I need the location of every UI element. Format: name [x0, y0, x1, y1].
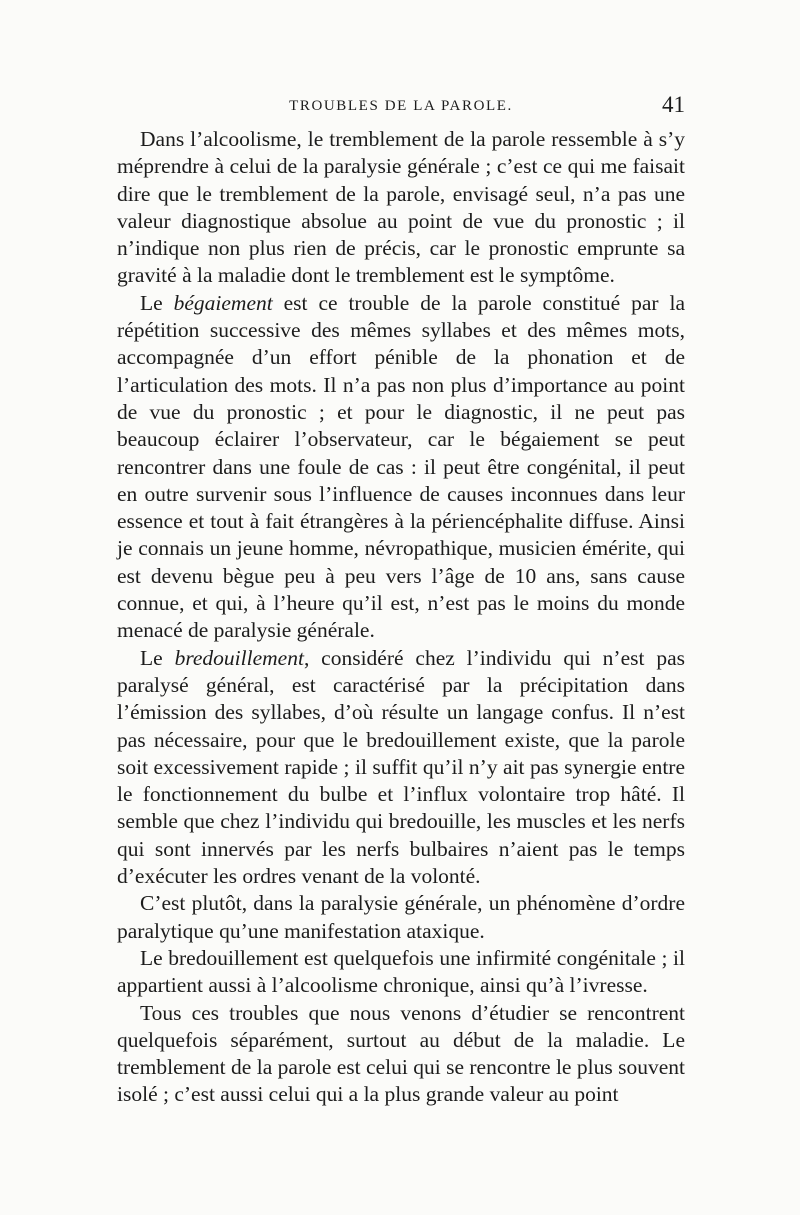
paragraph-text: Tous ces troubles que nous venons d’étudier se rencontrent quelquefois séparément, surtout au début de la maladie. Le tremblement de la parole est celui qui se rencontre le plus souvent isolé ; c’est aussi celui qui a la plus grande valeur au point — [117, 1000, 685, 1107]
running-title: TROUBLES DE LA PAROLE. — [289, 98, 513, 114]
paragraph-alcoolisme — [117, 126, 685, 290]
paragraph-text: Dans l’alcoolisme, le tremblement de la parole ressemble à s’y méprendre à celui de la paralysie générale ; c’est ce qui me faisait dire que le tremblement de la parole, envisagé seul, n’a pas une valeur diagnostique absolue au point de vue du pronostic ; il n’indique non plus rien de précis, car le pronostic emprunte sa gravité à la maladie dont le tremblement est le symptôme. — [117, 127, 685, 288]
page-body — [117, 126, 685, 1109]
term-bredouillement: bredouillement — [174, 645, 304, 670]
paragraph-text: est ce trouble de la parole constitué par la répétition successive des mêmes syllabes et des mêmes mots, accompagnée d’un effort pénible de la phonation et de l’articulation des mots. Il n’a pas non plus d’importance au point de vue du pronostic ; et pour le diagnostic, il ne peut pas beaucoup éclairer l’observateur, car le bégaiement se peut rencontrer dans une foule de cas : il peut être congénital, il peut en outre survenir sous l’influence de causes inconnues dans leur essence et tout à fait étrangères à la périencéphalite diffuse. Ainsi je connais un jeune homme, névropathique, musicien émérite, qui est devenu bègue peu à peu vers l’âge de 10 ans, sans cause connue, et qui, à l’heure qu’il est, n’est pas le moins du monde menacé de paralysie générale. — [117, 290, 685, 643]
paragraph-text: C’est plutôt, dans la paralysie générale, un phénomène d’ordre paralytique qu’une manifestation ataxique. — [117, 891, 685, 943]
paragraph-text: Le bredouillement est quelquefois une infirmité congénitale ; il appartient aussi à l’alcoolisme chronique, ainsi qu’à l’ivresse. — [117, 945, 685, 998]
paragraph-troubles — [117, 1000, 685, 1109]
paragraph-lead: Le — [140, 645, 163, 670]
page-header — [117, 92, 685, 122]
paragraph-paralytique — [117, 890, 685, 945]
paragraph-lead: Le — [140, 290, 163, 315]
page-number: 41 — [662, 92, 685, 117]
paragraph-text: , considéré chez l’individu qui n’est pas paralysé général, est caractérisé par la précipitation dans l’émission des syllabes, d’où résulte un langage confus. Il n’est pas nécessaire, pour que le bredouillement existe, que la parole soit excessivement rapide ; il suffit qu’il n’y ait pas synergie entre le fonctionnement du bulbe et l’influx volontaire trop hâté. Il semble que chez l’individu qui bredouille, les muscles et les nerfs qui sont innervés par les nerfs bulbaires n’aient pas le temps d’exécuter les ordres venant de la volonté. — [117, 645, 685, 889]
paragraph-bredouillement — [117, 645, 685, 891]
paragraph-congenitale — [117, 945, 685, 1000]
paragraph-begaiement — [117, 290, 685, 645]
term-begaiement: bégaiement — [173, 290, 273, 315]
